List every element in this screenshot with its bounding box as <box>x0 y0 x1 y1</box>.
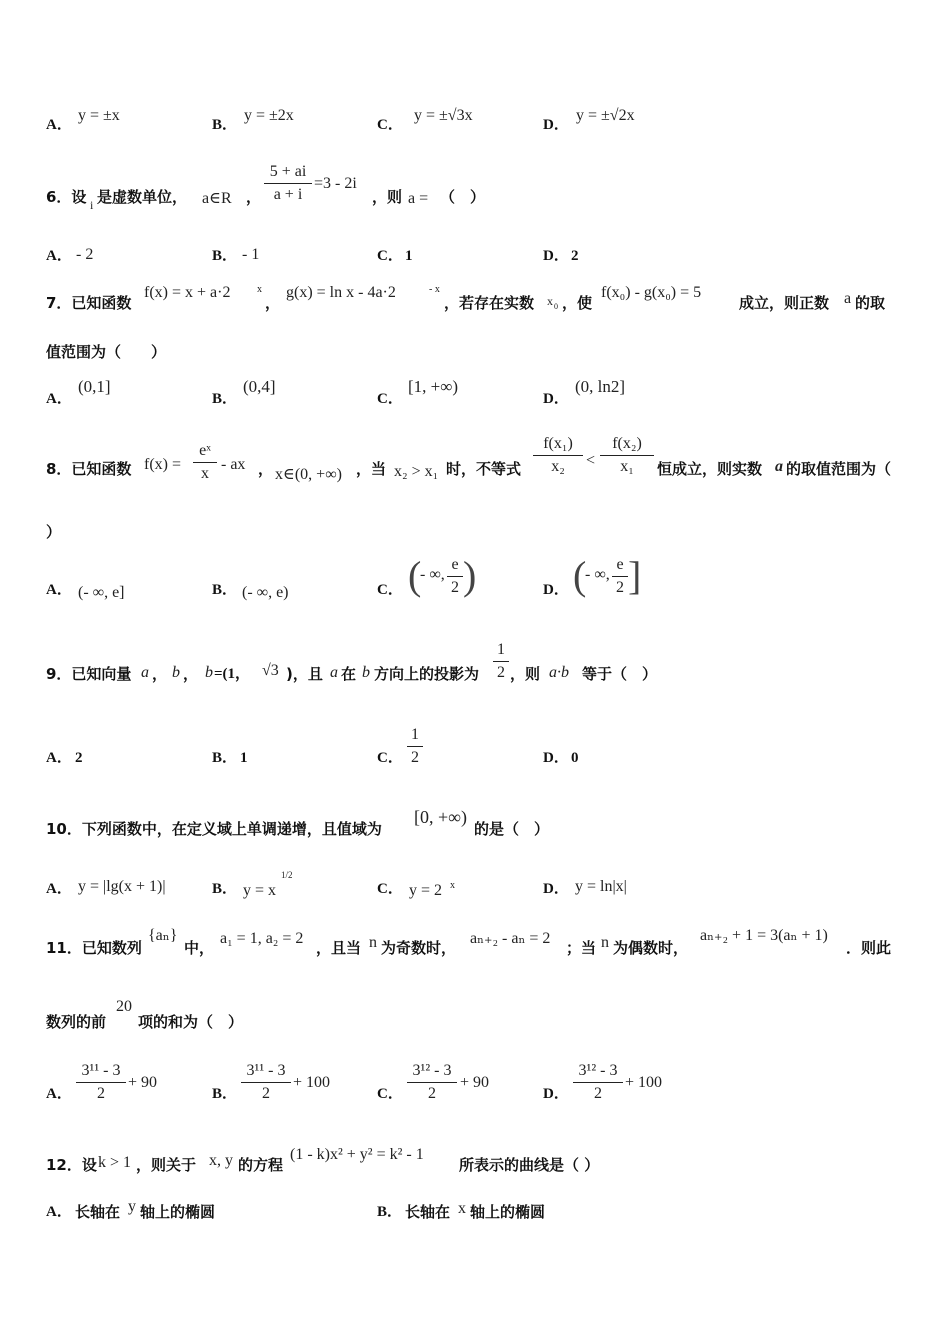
q8-option-a-label: A． <box>46 582 72 598</box>
q8-a-symbol: a <box>775 458 783 475</box>
q7-condition: f(x₀) - g(x₀) = 5 <box>601 284 702 301</box>
q11-option-b-rest: + 100 <box>293 1074 331 1091</box>
q7-option-b: (0,4] <box>243 377 276 396</box>
q11-option-a-rest: + 90 <box>128 1074 158 1091</box>
q11-option-c-denominator: 2 <box>428 1085 436 1102</box>
q10-option-d-label: D． <box>543 881 569 897</box>
q12-stem-end: 所表示的曲线是（ ） <box>459 1156 600 1174</box>
q8-fraction-1-numerator: f(x₁) <box>543 435 573 452</box>
q11-option-d-fraction <box>573 1061 623 1104</box>
q12-option-a-symbol: y <box>128 1198 136 1215</box>
q7-comma: ， <box>265 294 281 312</box>
q9-stem-and: )，且 <box>286 665 323 683</box>
q8-less-than: < <box>586 452 596 469</box>
q7-stem-exists: ，若存在实数 <box>444 294 535 312</box>
q9-projection-bar <box>493 661 509 662</box>
q11-option-b-denominator: 2 <box>262 1085 270 1102</box>
q12-stem-about: ，则关于 <box>136 1156 197 1174</box>
q8-option-d-denominator: 2 <box>616 579 624 596</box>
q8-option-c-bar <box>447 576 463 577</box>
q7-stem-holds: 成立，则正数 <box>739 294 830 312</box>
q8-option-d-numerator: e <box>616 556 624 573</box>
q11-stem-when-even: ；当 <box>566 939 597 957</box>
q5-option-a-expr: y = ±x <box>78 107 120 124</box>
q11-n-1: n <box>369 934 377 951</box>
q8-f-numerator: eˣ <box>199 442 211 459</box>
q11-option-d-rest: + 100 <box>625 1074 663 1091</box>
q6-i-symbol: i <box>90 198 94 212</box>
q8-fraction-2-numerator: f(x₂) <box>612 435 642 452</box>
q8-option-c-prefix: - ∞, <box>420 566 445 583</box>
q7-f-expression: f(x) = x + a·2 <box>144 284 231 301</box>
q8-fraction-2 <box>600 434 654 477</box>
q8-condition: x₂ > x₁ <box>394 463 439 480</box>
q9-stem-on: 在 <box>341 665 357 683</box>
q11-option-a-numerator: 3¹¹ - 3 <box>81 1062 121 1079</box>
q11-stem-in: 中， <box>184 939 215 957</box>
q6-a-equals: a = <box>408 190 429 207</box>
q8-fraction-1-bar <box>533 455 583 456</box>
q11-option-d-denominator: 2 <box>594 1085 602 1102</box>
q6-option-c: 1 <box>405 248 413 264</box>
q12-option-a-suffix: 轴上的椭圆 <box>140 1203 216 1221</box>
q11-option-a-label: A． <box>46 1086 72 1102</box>
q9-projection-denominator: 2 <box>497 664 505 681</box>
q9-option-a-label: A． <box>46 750 72 766</box>
q8-option-c-fraction <box>447 555 463 598</box>
q9-projection-fraction <box>493 640 509 683</box>
q9-option-a: 2 <box>75 750 83 766</box>
q10-range: [0, +∞) <box>414 807 467 827</box>
q10-option-a: y = |lg(x + 1)| <box>78 878 166 895</box>
q6-rhs: =3 - 2i <box>314 175 357 192</box>
q11-option-c-bar <box>407 1082 457 1083</box>
q9-option-b-label: B． <box>212 750 238 766</box>
q11-option-a-bar <box>76 1082 126 1083</box>
q8-fraction-2-bar <box>600 455 654 456</box>
q9-option-d: 0 <box>571 750 579 766</box>
q11-stem-start: 11．已知数列 <box>46 939 142 957</box>
q6-fraction-denominator: a + i <box>273 186 303 203</box>
q6-stem-middle: 是虚数单位， <box>97 188 188 206</box>
q8-option-d-label: D． <box>543 582 569 598</box>
q8-f-fraction <box>193 441 217 484</box>
q10-stem-end: 的是（ ） <box>474 820 550 838</box>
q11-option-b-bar <box>241 1082 291 1083</box>
q10-option-b: y = x <box>243 882 277 899</box>
q11-initial-terms: a₁ = 1, a₂ = 2 <box>220 930 304 947</box>
q11-stem-then: ．则此 <box>846 939 892 957</box>
q8-fraction-2-denominator: x₁ <box>620 458 634 475</box>
q8-stem-range: 的取值范围为（ <box>786 460 892 478</box>
q5-option-b-label: B． <box>212 117 238 133</box>
q11-odd-rule: aₙ₊₂ - aₙ = 2 <box>470 930 551 947</box>
q8-option-d-open-paren: ( <box>573 553 587 598</box>
q7-option-d-label: D． <box>543 391 569 407</box>
q9-stem-then: ，则 <box>510 665 541 683</box>
q11-sequence: {aₙ} <box>148 927 178 944</box>
q7-option-a: (0,1] <box>78 377 111 396</box>
q8-option-d-fraction <box>612 555 628 598</box>
q6-option-b-label: B． <box>212 248 238 264</box>
q9-vector-b-2: b <box>362 664 370 681</box>
q9-vector-b: b <box>172 664 180 681</box>
q11-option-c-rest: + 90 <box>460 1074 490 1091</box>
q11-option-c-label: C． <box>377 1086 403 1102</box>
q7-option-d: (0, ln2] <box>575 377 626 396</box>
q11-stem-when-odd: ，且当 <box>316 939 362 957</box>
q12-option-a-prefix: 长轴在 <box>75 1203 121 1221</box>
q12-xy: x, y <box>209 1152 233 1169</box>
q9-vector-a-2: a <box>330 664 338 681</box>
q8-fraction-1 <box>533 434 583 477</box>
q7-g-superscript: - x <box>429 284 440 295</box>
q12-option-b-prefix: 长轴在 <box>405 1203 451 1221</box>
q9-stem-equals: 等于（ ） <box>582 665 658 683</box>
q6-option-b: - 1 <box>242 246 260 263</box>
q8-stem-when: ，当 <box>356 460 387 478</box>
q8-option-c-open-paren: ( <box>408 553 422 598</box>
q9-vector-a: a <box>141 664 149 681</box>
q8-f-rest: - ax <box>221 456 246 473</box>
q9-option-c-bar <box>407 746 423 747</box>
q6-answer-paren: （ ） <box>440 188 486 206</box>
q8-option-b: (- ∞, e) <box>242 584 289 601</box>
q8-comma: ， <box>258 460 274 478</box>
q8-stem-inequality: 时，不等式 <box>446 460 522 478</box>
q12-equation: (1 - k)x² + y² = k² - 1 <box>290 1146 424 1163</box>
q12-option-a-label: A． <box>46 1204 72 1220</box>
q8-option-c-numerator: e <box>451 556 459 573</box>
q9-option-d-label: D． <box>543 750 569 766</box>
q10-option-d: y = ln|x| <box>575 878 627 895</box>
q7-option-c-label: C． <box>377 391 403 407</box>
q9-projection-numerator: 1 <box>497 641 505 658</box>
q7-x0-subscript: 0 <box>554 302 558 311</box>
q12-option-b-suffix: 轴上的椭圆 <box>470 1203 546 1221</box>
q8-option-c-close-paren: ) <box>463 553 477 598</box>
q7-stem-take: 的取 <box>855 294 886 312</box>
q11-stem-line2-end: 项的和为（ ） <box>138 1013 244 1031</box>
q8-f-bar <box>193 462 217 463</box>
q10-option-b-exponent: 1/2 <box>281 870 293 880</box>
q7-stem-start: 7．已知函数 <box>46 294 132 312</box>
q9-option-b: 1 <box>240 750 248 766</box>
q11-even-rule: aₙ₊₂ + 1 = 3(aₙ + 1) <box>700 927 828 944</box>
q12-option-b-symbol: x <box>458 1200 466 1217</box>
q8-f-lhs: f(x) = <box>144 456 182 473</box>
q12-k-condition: k > 1 <box>98 1154 132 1171</box>
q7-stem-line2: 值范围为（ ） <box>46 343 167 361</box>
q11-n-2: n <box>601 934 609 951</box>
q6-fraction <box>264 162 312 205</box>
q9-sqrt3: √3 <box>262 662 279 679</box>
q11-stem-line2-start: 数列的前 <box>46 1013 107 1031</box>
q9-b-equals: =(1， <box>214 666 251 682</box>
q7-option-a-label: A． <box>46 391 72 407</box>
q5-option-c-label: C． <box>377 117 403 133</box>
q9-sep-1: ， <box>152 665 168 683</box>
q7-option-b-label: B． <box>212 391 238 407</box>
q10-option-c: y = 2 <box>409 882 443 899</box>
q11-twenty: 20 <box>116 998 132 1015</box>
q8-stem-close: ） <box>46 523 62 541</box>
q6-stem-start: 6．设 <box>46 188 87 206</box>
q12-stem-start: 12．设 <box>46 1156 97 1174</box>
q8-fraction-1-denominator: x₂ <box>551 458 565 475</box>
q6-option-a-label: A． <box>46 248 72 264</box>
q9-stem-projection: 方向上的投影为 <box>374 665 480 683</box>
q11-option-c-numerator: 3¹² - 3 <box>412 1062 452 1079</box>
q5-option-b-expr: y = ±2x <box>244 107 294 124</box>
q8-stem-holds: 恒成立，则实数 <box>657 460 763 478</box>
q5-option-c-expr: y = ±√3x <box>414 107 473 124</box>
q10-stem-start: 10．下列函数中，在定义域上单调递增，且值域为 <box>46 820 382 838</box>
q11-stem-odd: 为奇数时， <box>381 939 457 957</box>
q6-option-d: 2 <box>571 248 579 264</box>
q5-option-d-expr: y = ±√2x <box>576 107 635 124</box>
q8-option-d-close-bracket: ] <box>628 553 642 598</box>
q7-f-superscript: x <box>257 284 262 295</box>
q10-option-b-label: B． <box>212 881 238 897</box>
q8-option-b-label: B． <box>212 582 238 598</box>
q7-option-c: [1, +∞) <box>408 377 459 396</box>
q9-vector-b-value: b <box>205 664 213 681</box>
q11-option-d-numerator: 3¹² - 3 <box>578 1062 618 1079</box>
q6-option-c-label: C． <box>377 248 403 264</box>
q5-option-a-label: A． <box>46 117 72 133</box>
q7-g-expression: g(x) = ln x - 4a·2 <box>286 284 396 301</box>
q9-dot-product: a·b <box>549 664 569 681</box>
q9-option-c-label: C． <box>377 750 403 766</box>
q8-option-d-bar <box>612 576 628 577</box>
q6-stem-then: ，则 <box>372 188 403 206</box>
q10-option-c-exponent: x <box>450 880 455 891</box>
q9-option-c-denominator: 2 <box>411 749 419 766</box>
q11-option-a-denominator: 2 <box>97 1085 105 1102</box>
q9-option-c-fraction <box>407 725 423 768</box>
q6-comma: ， <box>246 188 262 206</box>
q11-option-d-bar <box>573 1082 623 1083</box>
q6-a-in-R: a∈R <box>202 190 232 207</box>
q12-stem-equation: 的方程 <box>238 1156 284 1174</box>
q11-option-b-label: B． <box>212 1086 238 1102</box>
q11-option-b-fraction <box>241 1061 291 1104</box>
q8-stem-start: 8．已知函数 <box>46 460 132 478</box>
q8-option-c-denominator: 2 <box>451 579 459 596</box>
q11-option-b-numerator: 3¹¹ - 3 <box>246 1062 286 1079</box>
q12-option-b-label: B． <box>377 1204 403 1220</box>
q8-option-a: (- ∞, e] <box>78 584 125 601</box>
q6-option-d-label: D． <box>543 248 569 264</box>
q6-fraction-bar <box>264 183 312 184</box>
q11-option-d-label: D． <box>543 1086 569 1102</box>
q8-domain: x∈(0, +∞) <box>275 466 342 483</box>
q7-a-symbol: a <box>844 290 852 307</box>
q7-stem-make: ，使 <box>562 294 593 312</box>
q9-stem-start: 9．已知向量 <box>46 665 132 683</box>
q7-x0: x <box>547 294 553 308</box>
q10-option-c-label: C． <box>377 881 403 897</box>
q11-option-a-fraction <box>76 1061 126 1104</box>
q9-sep-2: ， <box>183 665 199 683</box>
q6-fraction-numerator: 5 + ai <box>269 163 307 180</box>
q8-option-d-prefix: - ∞, <box>585 566 610 583</box>
q10-option-a-label: A． <box>46 881 72 897</box>
q5-option-d-label: D． <box>543 117 569 133</box>
q11-option-c-fraction <box>407 1061 457 1104</box>
q11-stem-even: 为偶数时， <box>613 939 689 957</box>
q6-option-a: - 2 <box>76 246 94 263</box>
q8-option-c-label: C． <box>377 582 403 598</box>
q8-f-denominator: x <box>201 465 209 482</box>
q9-option-c-numerator: 1 <box>411 726 419 743</box>
